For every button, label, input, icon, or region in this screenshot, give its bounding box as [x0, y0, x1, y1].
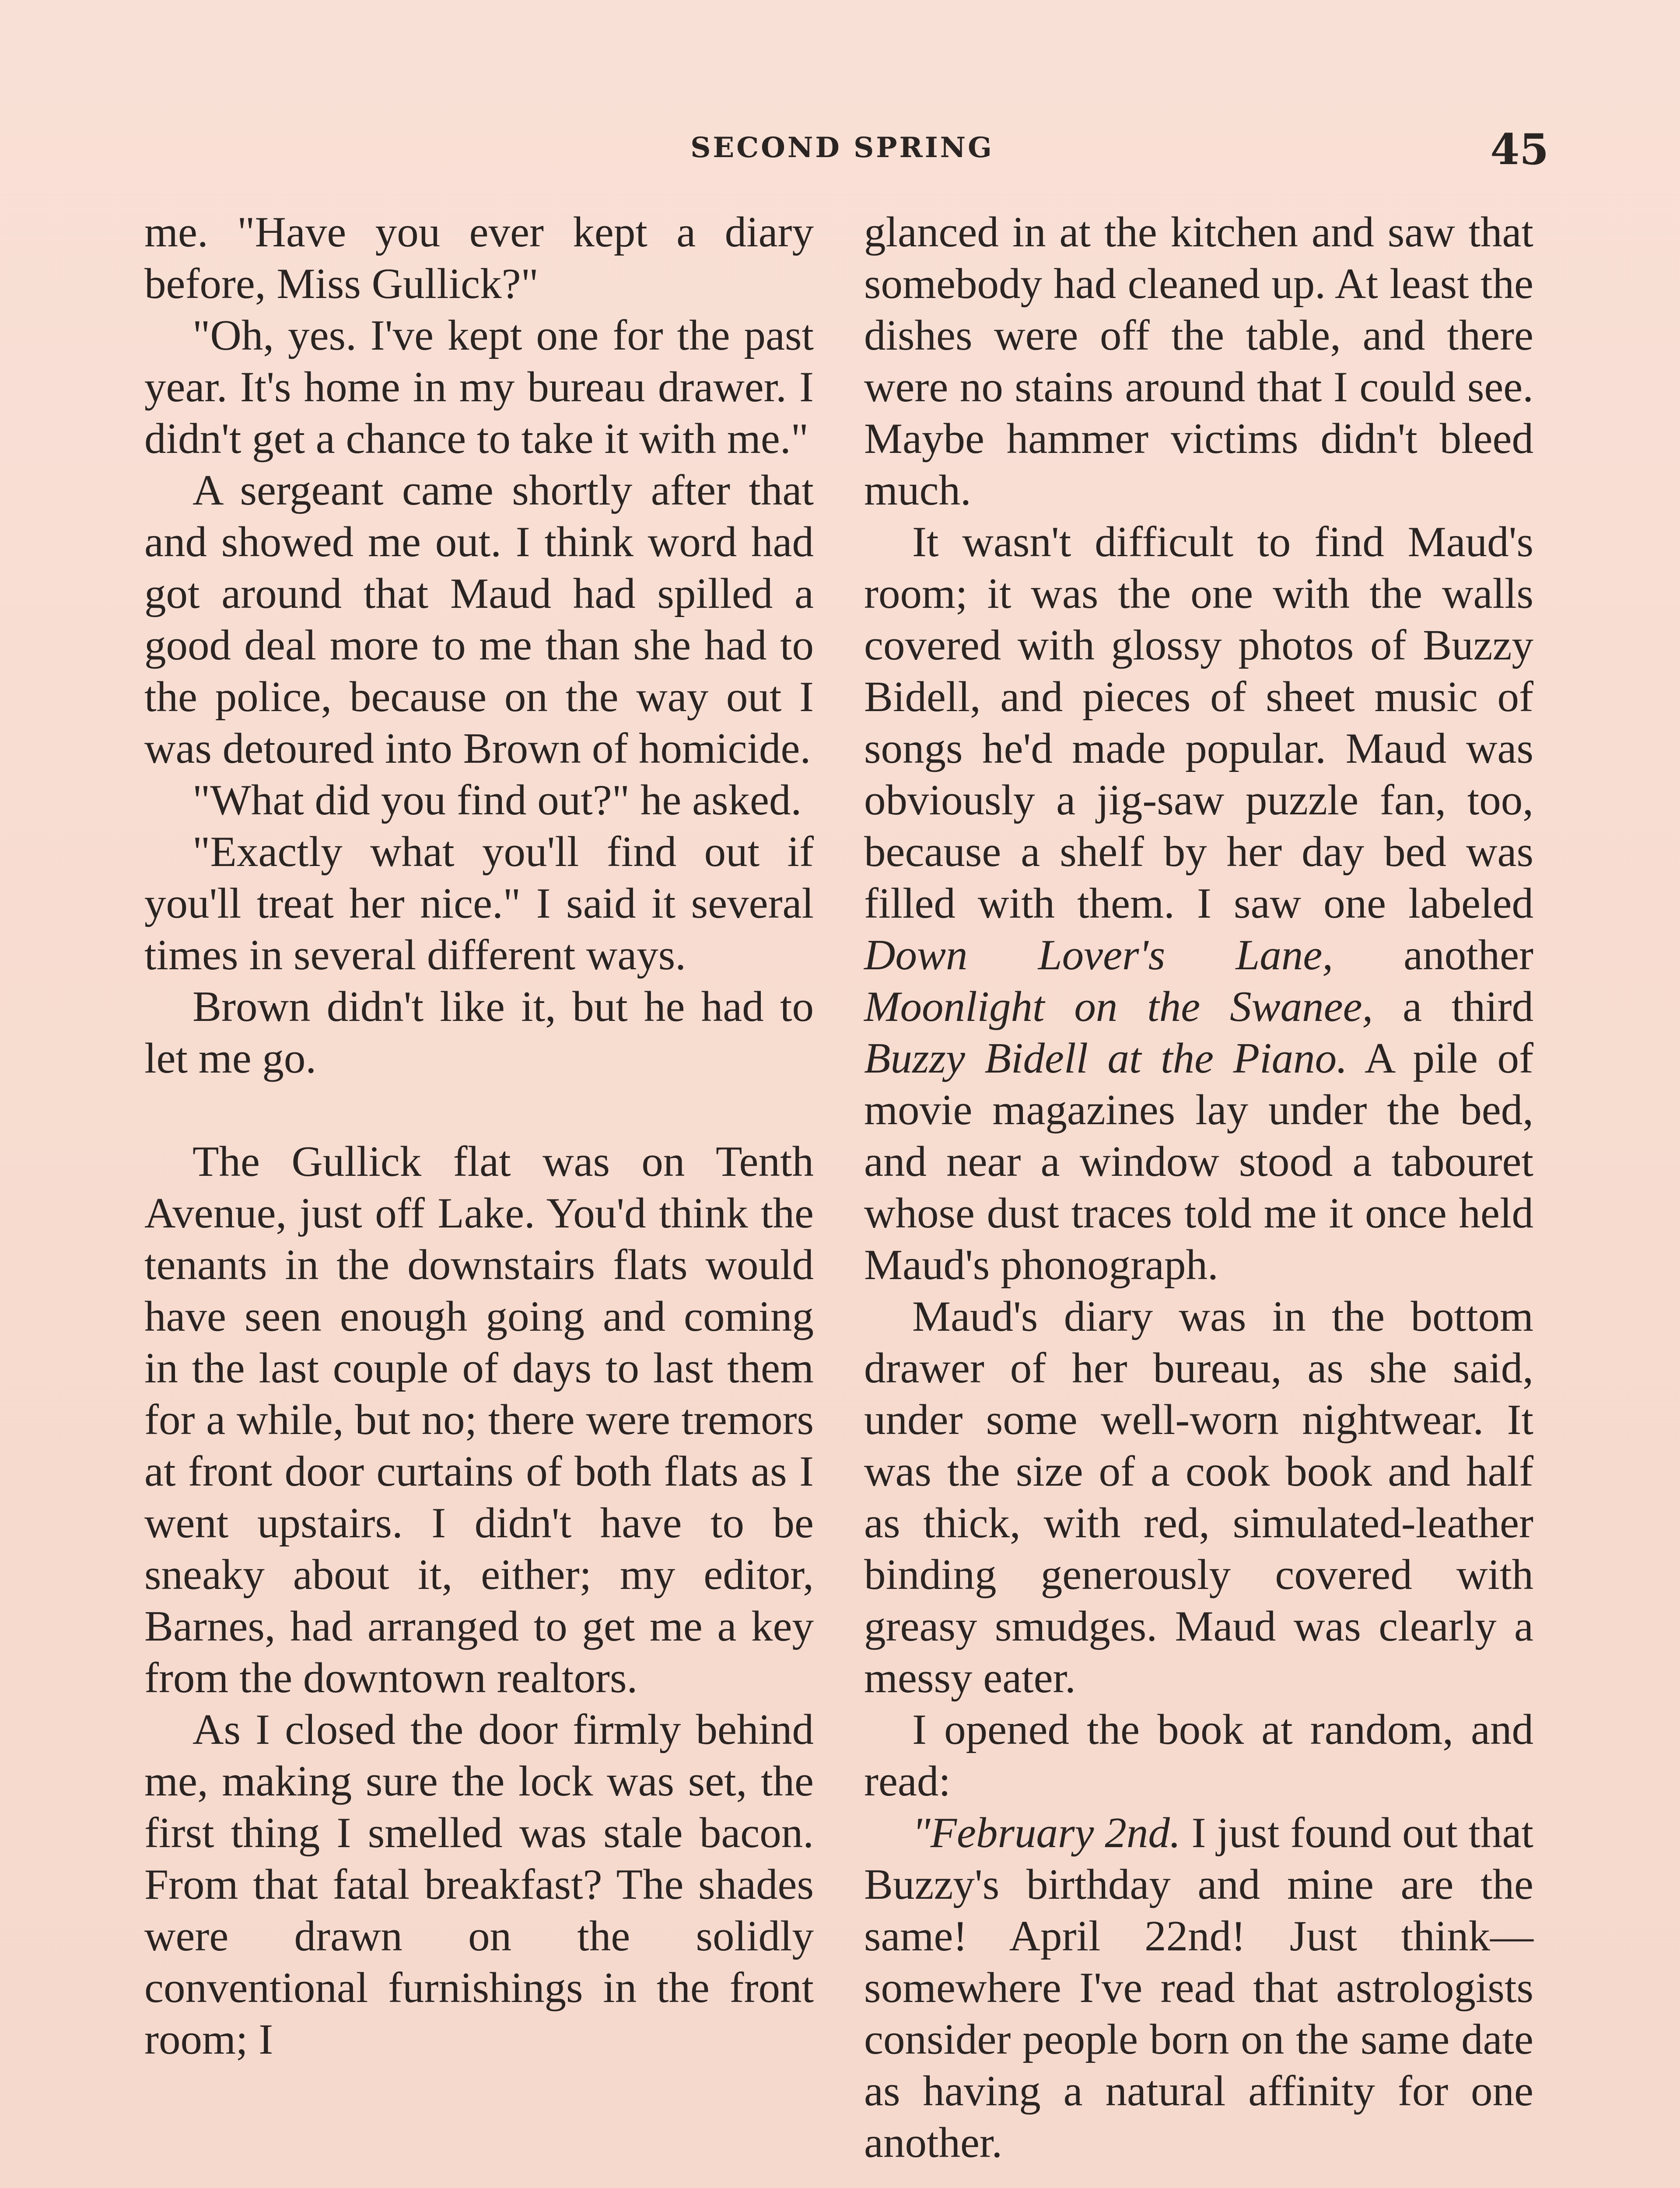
paragraph: glanced in at the kitchen and saw that somebody had cleaned up. At least the dishes were off the table, and there were no stains around that I could see. Maybe hammer victims didn't bleed much.	[864, 208, 1533, 514]
running-title: SECOND SPRING	[690, 131, 994, 164]
paragraph-text: a third	[1373, 983, 1533, 1031]
paragraph	[864, 516, 1533, 1291]
left-column	[144, 207, 814, 2065]
paragraph-text: I just found out that Buzzy's birthday and mine are the same! April 22nd! Just think—somewhere I've read that astrologists consider people born on the same date as having a natural affinity for one another.	[864, 1809, 1533, 2167]
paragraph: me. "Have you ever kept a diary before, Miss Gullick?"	[144, 208, 814, 308]
paragraph: The Gullick flat was on Tenth Avenue, just off Lake. You'd think the tenants in the downstairs flats would have seen enough going and coming in the last couple of days to last them for a while, but no; there were tremors at front door curtains of both flats as I went upstairs. I didn't have to be sneaky about it, either; my editor, Barnes, had arranged to get me a key from the downtown realtors.	[144, 1138, 814, 1702]
paragraph: "Oh, yes. I've kept one for the past year. It's home in my bureau drawer. I didn't get a chance to take it with me."	[144, 312, 814, 463]
paragraph: Maud's diary was in the bottom drawer of her bureau, as she said, under some well-worn nightwear. It was the size of a cook book and half as thick, with red, simulated-leather binding generously covered with greasy smudges. Maud was clearly a messy eater.	[864, 1293, 1533, 1702]
puzzle-title: Moonlight on the Swanee,	[864, 983, 1373, 1031]
paragraph: I opened the book at random, and read:	[864, 1706, 1533, 1805]
paragraph-text: A pile of movie magazines lay under the bed, and near a window stood a tabouret whose dust traces told me it once held Maud's phonograph.	[864, 1034, 1533, 1289]
paragraph: "What did you find out?" he asked.	[192, 776, 802, 824]
page-number: 45	[1490, 125, 1549, 174]
puzzle-title: Buzzy Bidell at the Piano.	[864, 1034, 1348, 1082]
paragraph: A sergeant came shortly after that and showed me out. I think word had got around that Maud had spilled a good deal more to me than she had to the police, because on the way out I was detoured into Brown of homicide.	[144, 466, 814, 772]
puzzle-title: Down Lover's Lane,	[864, 931, 1334, 979]
paragraph-text: another	[1333, 931, 1533, 979]
paragraph: Brown didn't like it, but he had to let me go.	[144, 983, 814, 1082]
paragraph-text: It wasn't difficult to find Maud's room; it was the one with the walls covered with glossy photos of Buzzy Bidell, and pieces of sheet music of songs he'd made popular. Maud was obviously a jig-saw puzzle fan, too, because a shelf by her day bed was filled with them. I saw one labeled	[864, 518, 1533, 927]
paragraph: "Exactly what you'll find out if you'll treat her nice." I said it several times in several different ways.	[144, 828, 814, 979]
paragraph: As I closed the door firmly behind me, making sure the lock was set, the first thing I smelled was stale bacon. From that fatal breakfast? The shades were drawn on the solidly conventional furnishings in the front room; I	[144, 1706, 814, 2063]
diary-date: "February 2nd.	[912, 1809, 1181, 1857]
paragraph	[864, 1807, 1533, 2169]
right-column	[864, 207, 1533, 2169]
